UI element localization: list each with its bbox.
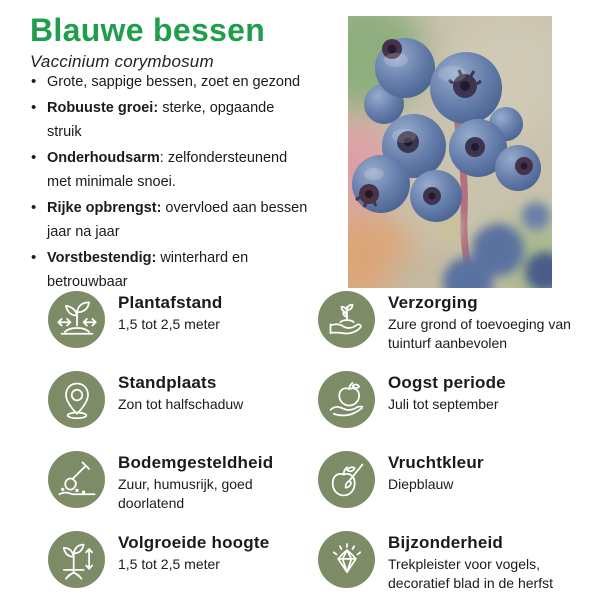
feature-desc: Zon tot halfschaduw (118, 396, 244, 412)
feature-title: Bodemgesteldheid (118, 453, 274, 472)
apple-paintbrush-icon (318, 451, 375, 508)
feature-title: Vruchtkleur (388, 453, 484, 472)
feature-grid (48, 291, 588, 600)
feature-title: Volgroeide hoogte (118, 533, 270, 552)
feature-item-oogst-periode (318, 371, 588, 451)
diamond-sparkle-icon (318, 531, 375, 588)
feature-title: Oogst periode (388, 373, 506, 392)
list-item (30, 96, 308, 144)
latin-name: Vaccinium corymbosum (30, 52, 214, 71)
harvest-hand-apple-icon (318, 371, 375, 428)
feature-title: Bijzonderheid (388, 533, 503, 552)
header (30, 12, 265, 72)
feature-title: Verzorging (388, 293, 478, 312)
bullet-text: Grote, sappige bessen, zoet en gezond (47, 74, 301, 90)
mature-height-icon (48, 531, 105, 588)
list-item (30, 246, 308, 294)
feature-desc: Trekpleister voor vogels, decoratief blad in de herfst (388, 556, 553, 591)
page-title: Blauwe bessen (30, 12, 266, 48)
location-pin-icon (48, 371, 105, 428)
feature-item-volgroeide-hoogte (48, 531, 318, 600)
feature-desc: Zure grond of toevoeging van tuinturf aanbevolen (388, 316, 571, 351)
feature-desc: 1,5 tot 2,5 meter (118, 316, 220, 332)
bullet-text: overvloed aan bessen jaar na jaar (47, 200, 308, 240)
feature-desc: Juli tot september (388, 396, 499, 412)
list-item (30, 146, 308, 194)
list-item (30, 196, 308, 244)
bullet-bold: Robuuste groei: (47, 100, 159, 116)
feature-item-vruchtkleur (318, 451, 588, 531)
bullet-text: winterhard en betrouwbaar (47, 250, 249, 290)
feature-item-standplaats (48, 371, 318, 451)
feature-item-bijzonderheid (318, 531, 588, 600)
bullet-text: : zelfondersteunend met minimale snoei. (47, 150, 288, 190)
bullet-bold: Onderhoudsarm (47, 150, 160, 166)
feature-item-verzorging (318, 291, 588, 371)
feature-desc: 1,5 tot 2,5 meter (118, 556, 220, 572)
bullet-bold: Rijke opbrengst: (47, 200, 162, 216)
feature-item-plantafstand (48, 291, 318, 371)
feature-item-bodemgesteldheid (48, 451, 318, 531)
bullet-text: sterke, opgaande struik (47, 100, 275, 140)
feature-desc: Diepblauw (388, 476, 454, 492)
list-item (30, 70, 308, 94)
plant-spacing-icon (48, 291, 105, 348)
care-hand-plant-icon (318, 291, 375, 348)
feature-title: Plantafstand (118, 293, 223, 312)
blueberries-photo (348, 16, 552, 288)
bullet-bold: Vorstbestendig: (47, 250, 157, 266)
feature-title: Standplaats (118, 373, 217, 392)
shovel-icon (48, 451, 105, 508)
feature-desc: Zuur, humusrijk, goed doorlatend (118, 476, 253, 511)
highlights-list (30, 70, 308, 296)
